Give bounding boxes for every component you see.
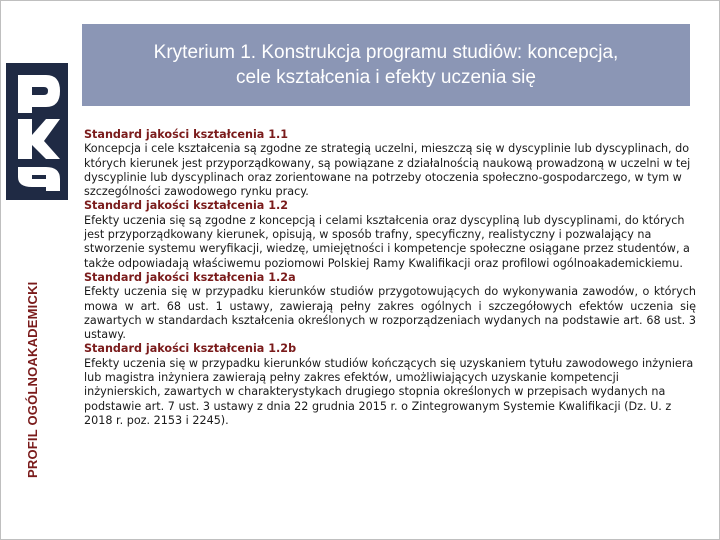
standard-heading: Standard jakości kształcenia 1.1 [84, 128, 289, 141]
pka-logo-icon [6, 63, 68, 200]
standard-heading: Standard jakości kształcenia 1.2 [84, 199, 289, 213]
standard-text: Koncepcja i cele kształcenia są zgodne ze strategią uczelni, mieszczą się w dyscyplinie lub dyscyplinach, do których kierunek jest przyporządkowany, są powiązane z działalnością naukową prowadzoną w uczelni w tej dyscyplinie lub dyscyplinach oraz zorientowane na potrzeby otoczenia społeczno-gospodarczego, w tym w szczególności zawodowego rynku pracy. [84, 142, 691, 199]
standard-heading: Standard jakości kształcenia 1.2b [84, 342, 297, 356]
standard-heading: Standard jakości kształcenia 1.2a [84, 270, 296, 284]
standard-text: Efekty uczenia się są zgodne z koncepcją i celami kształcenia oraz dyscypliną lub dyscyplinami, do których jest przyporządkowany kierunek, opisują, w sposób trafny, specyficzny, realistyczny i pozwalający na stworzenie systemu weryfikacji, wiedzę, umiejętności i kompetencje społeczne osiągane przez studentów, a także odpowiadają właściwemu poziomowi Polskiej Ramy Kwalifikacji oraz profilowi ogólnoakademickiemu. [84, 213, 690, 270]
standard-text: Efekty uczenia się w przypadku kierunków studiów przygotowujących do wykonywania zawodów, o których mowa w art. 68 ust. 1 ustawy, zawierają pełny zakres ogólnych i szczegółowych efektów uczenia się zawartych w standardach kształcenia określonych w rozporządzeniach wydanych na podstawie art. 68 ust. 3 ustawy. [84, 285, 696, 342]
slide-header [82, 24, 690, 106]
header-title-line-2: cele kształcenia i efekty uczenia się [236, 67, 536, 88]
header-title-line-1: Kryterium 1. Konstrukcja programu studiów: koncepcja, [153, 42, 619, 63]
standard-text: Efekty uczenia się w przypadku kierunków studiów kończących się uzyskaniem tytułu zawodowego inżyniera lub magistra inżyniera zawierają pełny zakres efektów, umożliwiających uzyskanie kompetencji inżynierskich, zawartych w charakterystykach drugiego stopnia określonych w przepisach wydanych na podstawie art. 7 ust. 3 ustawy z dnia 22 grudnia 2015 r. o Zintegrowanym Systemie Kwalifikacji (Dz. U. z 2018 r. poz. 2153 i 2245). [84, 356, 694, 427]
standards-content [84, 128, 696, 428]
profile-vertical-label: PROFIL OGÓLNOAKADEMICKI [25, 281, 40, 478]
